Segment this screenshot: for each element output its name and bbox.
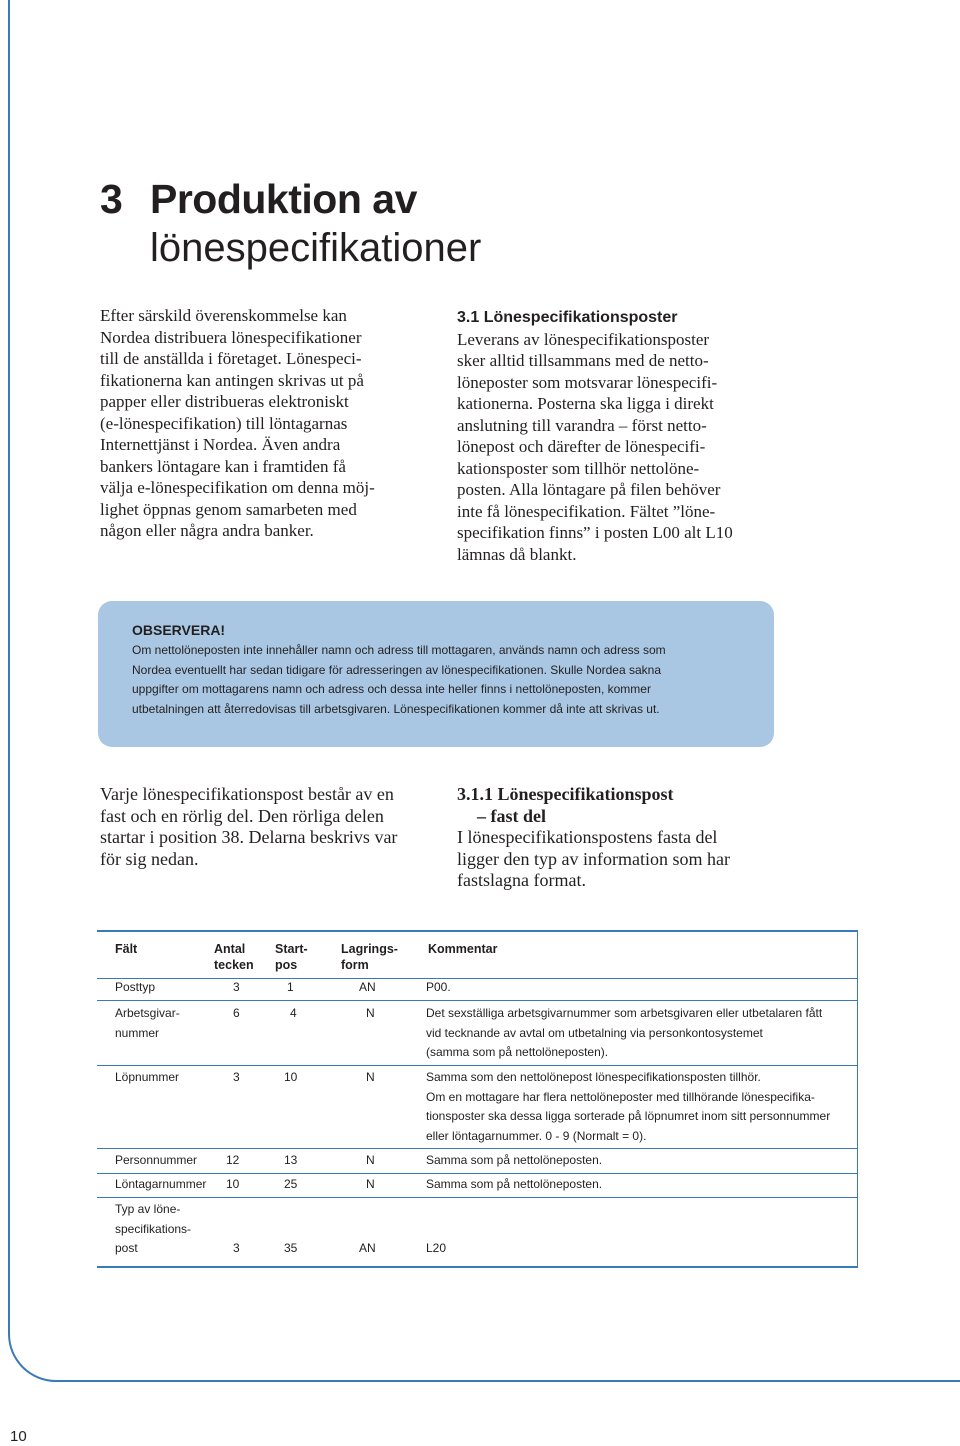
cell-form: N [366,1177,375,1191]
page-number: 10 [10,1428,27,1445]
text-line: utbetalningen att återredovisas till arbetsgivaren. Lönespecifikationen kommer då inte att skrivas ut. [132,701,660,716]
cell-antal: 3 [233,1241,240,1255]
cell-falt [115,1200,191,1259]
cell-form: AN [359,1241,376,1255]
header-start [275,941,308,973]
header-lagring [341,941,398,973]
text-line: lighet öppnas genom samarbeten med [100,499,357,519]
cell-falt: Löntagarnummer [115,1177,207,1191]
text-line: inte få lönespecifikation. Fältet ”löne- [457,501,716,521]
text-line: Om nettolöneposten inte innehåller namn och adress till mottagaren, används namn och adress som [132,643,666,657]
section-3-1 [457,307,792,565]
cell-line: Typ av löne- [115,1202,181,1216]
cell-form: N [366,1153,375,1167]
text-line: posten. Alla löntagare på filen behöver [457,480,721,499]
cell-line: specifikations- [115,1221,192,1236]
cell-line: Arbetsgivar- [115,1006,180,1020]
header-line: Lagrings- [341,942,398,956]
text-line: Nordea eventuellt har sedan tidigare för adresseringen av lönespecifikationen. Skulle Nordea sakna [132,662,661,677]
cell-form: N [366,1070,375,1084]
text-line: Internettjänst i Nordea. Även andra [100,435,341,454]
cell-line: Samma som den nettolönepost lönespecifikationsposten tillhör. [426,1070,761,1084]
record-description [100,784,430,870]
header-falt: Fält [115,942,138,956]
text-line: sker alltid tillsammans med de netto- [457,351,709,370]
header-line: pos [275,958,298,972]
cell-antal: 3 [233,980,240,994]
cell-antal: 12 [226,1153,240,1167]
text-line: Leverans av lönespecifikationsposter [457,329,710,349]
cell-line: tionsposter ska dessa ligga sorterade på löpnumret inom sitt personnummer [426,1109,831,1123]
header-line: Antal [214,942,246,956]
chapter-title [100,176,417,223]
chapter-title-line2: lönespecifikationer [150,226,482,270]
text-line: bankers löntagare kan i framtiden få [100,456,346,476]
text-line: löneposter som motsvarar lönespecifi- [457,372,718,392]
text-line: uppgifter om mottagarens namn och adress och dessa inte heller finns i nettolöneposten, kommer [132,682,651,696]
cell-kommentar: Samma som på nettolöneposten. [426,1153,603,1167]
row-divider [97,1148,857,1149]
section-subheading: – fast del [477,805,546,826]
chapter-title-line1: Produktion av [150,176,417,222]
text-line: lämnas då blankt. [457,544,577,564]
intro-paragraph [100,305,435,542]
text-line: för sig nedan. [100,848,199,869]
text-line: anslutning till varandra – först netto- [457,415,707,435]
observera-title: OBSERVERA! [132,622,226,638]
text-line: I lönespecifikationspostens fasta del [457,827,718,847]
cell-kommentar: Samma som på nettolöneposten. [426,1177,603,1191]
cell-line: eller löntagarnummer. 0 - 9 (Normalt = 0). [426,1128,647,1143]
header-divider [97,978,857,979]
text-line: någon eller några andra banker. [100,521,314,540]
text-line: Efter särskild överenskommelse kan [100,306,347,325]
observera-box [98,601,774,747]
cell-kommentar [426,1004,822,1063]
text-line: fikationerna kan antingen skrivas ut på [100,370,364,390]
text-line: Varje lönespecifikationspost består av en [100,784,394,804]
header-line: form [341,958,369,972]
text-line: Nordea distribuera lönespecifikationer [100,327,362,347]
cell-falt: Löpnummer [115,1070,180,1084]
text-line: välja e-lönespecifikation om denna möj- [100,478,375,497]
cell-start: 1 [287,980,294,994]
chapter-number: 3 [100,176,123,222]
row-divider [97,1065,857,1066]
field-table [97,930,858,1268]
cell-start: 13 [284,1153,298,1167]
cell-line: (samma som på nettolöneposten). [426,1045,609,1059]
text-line: kationerna. Posterna ska ligga i direkt [457,394,714,413]
cell-form: N [366,1006,375,1020]
text-line: ligger den typ av information som har [457,848,730,869]
text-line: papper eller distribueras elektroniskt [100,392,349,411]
text-line: lönepost och därefter de lönespecifi- [457,437,706,456]
text-line: (e-lönespecifikation) till löntagarnas [100,413,348,433]
cell-falt: Personnummer [115,1153,198,1167]
row-divider [97,1000,857,1001]
row-divider [97,1173,857,1174]
cell-antal: 10 [226,1177,240,1191]
cell-form: AN [359,980,376,994]
header-line: Start- [275,942,308,956]
row-divider [97,1197,857,1198]
text-line: fastslagna format. [457,870,586,890]
cell-falt: Posttyp [115,980,156,994]
cell-kommentar: L20 [426,1241,447,1255]
cell-line: post [115,1241,138,1255]
section-heading: 3.1.1 Lönespecifikationspost [457,784,674,804]
text-line: startar i position 38. Delarna beskrivs var [100,827,398,847]
cell-start: 25 [284,1177,298,1191]
cell-start: 35 [284,1241,298,1255]
text-line: till de anställda i företaget. Lönespeci- [100,349,362,368]
section-heading: 3.1 Lönespecifikationsposter [457,309,678,326]
text-line: fast och en rörlig del. Den rörliga delen [100,805,384,826]
observera-text [132,641,752,719]
cell-antal: 3 [233,1070,240,1084]
cell-antal: 6 [233,1006,240,1020]
cell-line: nummer [115,1025,160,1040]
cell-start: 4 [290,1006,297,1020]
header-antal [214,941,254,973]
cell-start: 10 [284,1070,298,1084]
cell-kommentar: P00. [426,980,451,994]
section-3-1-1 [457,784,787,892]
text-line: specifikation finns” i posten L00 alt L10 [457,523,733,542]
cell-line: vid tecknande av avtal om utbetalning via personkontosystemet [426,1025,763,1040]
cell-kommentar [426,1068,830,1146]
cell-line: Det sexställiga arbetsgivarnummer som arbetsgivaren eller utbetalaren fått [426,1006,823,1020]
header-line: tecken [214,958,254,972]
text-line: kationsposter som tillhör nettolöne- [457,458,700,478]
cell-falt [115,1004,180,1043]
cell-line: Om en mottagare har flera nettolöneposter med tillhörande lönespecifika- [426,1089,815,1104]
header-kommentar: Kommentar [428,942,498,956]
